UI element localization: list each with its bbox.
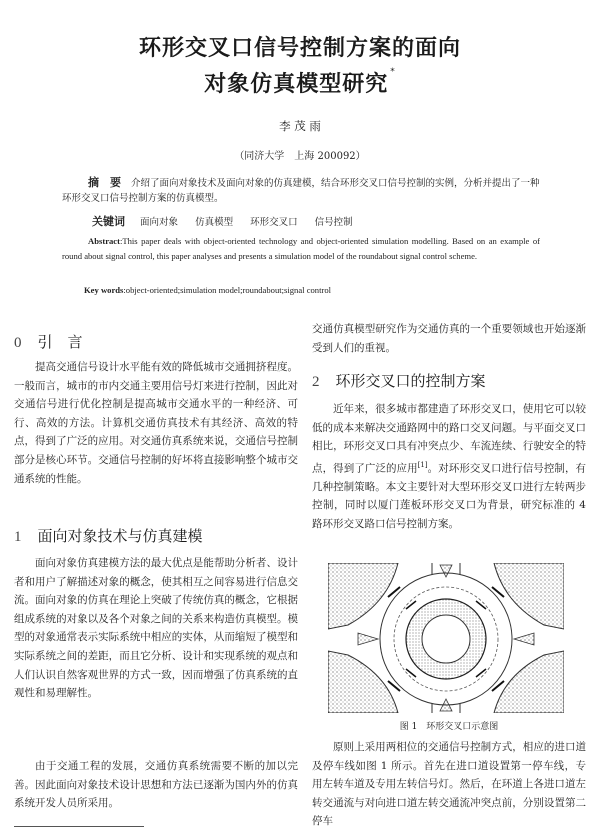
- keywords-en-label: Key words: [84, 285, 124, 295]
- keywords-en-text: :object-oriented;simulation model;roundabout;signal control: [123, 285, 332, 295]
- abstract-cn: [62, 175, 540, 206]
- abstract-cn-label: 摘 要: [88, 176, 121, 189]
- roundabout-figure: [328, 563, 564, 713]
- section-number: 1: [14, 529, 22, 545]
- section-title: 环形交叉口的控制方案: [335, 372, 486, 390]
- paragraph: 提高交通信号设计水平能有效的降低城市交通拥挤程度。一般而言，城市的市内交通主要用信号灯来进行控制，因此对交通信号进行优化控制是提高城市交通水平的一种经济、可行、高效的方法。计算机交通仿真技术有其经济、高效的特点，得到了广泛的应用。对交通仿真系统来说，交通信号控制部分是核心环节。交通信号控制的好坏将直接影响整个城市交通系统的性能。: [14, 361, 298, 485]
- section-title: 面向对象技术与仿真建模: [37, 527, 203, 545]
- citation: [1]: [417, 460, 428, 469]
- author: 李 茂 雨: [279, 119, 321, 133]
- figure-caption: 图 1 环形交叉口示意图: [399, 722, 499, 732]
- abstract-en-text: :This paper deals with object-oriented technology and object-oriented simulation modelling. Based on an example of round about signal control, this paper analyses and presents a simulation model of the roundabout signal control scheme.: [62, 236, 540, 261]
- abstract-cn-text: 介绍了面向对象技术及面向对象的仿真建模，结合环形交叉口信号控制的实例，分析并提出了一种环形交叉口信号控制方案的仿真模型。: [62, 178, 540, 204]
- keyword-cn: 环形交叉口: [250, 217, 298, 228]
- section-heading: [14, 525, 298, 546]
- paragraph: 交通仿真模型研究作为交通仿真的一个重要领域也开始逐渐受到人们的重视。: [312, 323, 586, 354]
- paragraph: 原则上采用两相位的交通信号控制方式，相应的进口道及停车线如图 1 所示。首先在进口道设置第一停车线，专用左转车道及专用左转信号灯。然后，在环道上各进口道左转交通流与对向进口道左转交通流冲突点前，分别设置第二停车: [312, 741, 586, 828]
- keyword-cn: 面向对象: [140, 217, 179, 228]
- keywords-cn: [92, 213, 367, 229]
- paragraph: 面向对象仿真建模方法的最大优点是能帮助分析者、设计者和用户了解描述对象的概念，使其相互之间容易进行信息交流。面向对象的仿真在理论上突破了传统仿真的概念，它根据组成系统的对象以及各个对象之间的关系来构造仿真模型。模型的对象通常表示实际系统中相应的实体，从而缩短了模型和实际系统之间的差距，而且它分析、设计和实现系统的观点和人们认识自然客观世界的方式一致，因而增强了仿真系统的直观性和易理解性。: [14, 557, 298, 700]
- footnote-rule: [14, 826, 144, 827]
- section-number: 0: [14, 335, 22, 351]
- section-heading: [14, 331, 298, 352]
- paper-title-line1: 环形交叉口信号控制方案的面向: [138, 36, 461, 61]
- paragraph: 近年来，很多城市都建造了环形交叉口，使用它可以较低的成本来解决交通路网中的路口交叉问题。与平面交叉口相比，环形交叉口具有冲突点少、车流连续、行驶安全的特点，得到了广泛的应用[1]。对环形交叉口进行信号控制，有几种控制策略。本文主要针对大型环形交叉口进行左转两步控制，同时以厦门莲板环形交叉口为背景，研究标准的 4 路环形交叉路口信号控制方案。: [312, 403, 587, 531]
- paragraph: 由于交通工程的发展，交通仿真系统需要不断的加以完善。因此面向对象技术设计思想和方法已逐渐为国内外的仿真系统开发人员所采用。: [14, 760, 298, 810]
- section-title: 引 言: [37, 333, 83, 351]
- section-heading: [312, 370, 586, 391]
- keyword-cn: 仿真模型: [195, 217, 234, 228]
- keyword-cn: 信号控制: [314, 217, 353, 228]
- central-island-core: [422, 615, 470, 663]
- section-number: 2: [312, 374, 320, 390]
- title-footnote-mark: *: [390, 67, 396, 77]
- keywords-en: [84, 285, 331, 295]
- keywords-cn-label: 关键词: [92, 215, 125, 228]
- abstract-en: [62, 234, 540, 264]
- paper-title-line2: 对象仿真模型研究 *: [204, 67, 396, 97]
- affiliation: （同济大学 上海 200092）: [234, 151, 366, 162]
- abstract-en-label: Abstract: [88, 236, 120, 246]
